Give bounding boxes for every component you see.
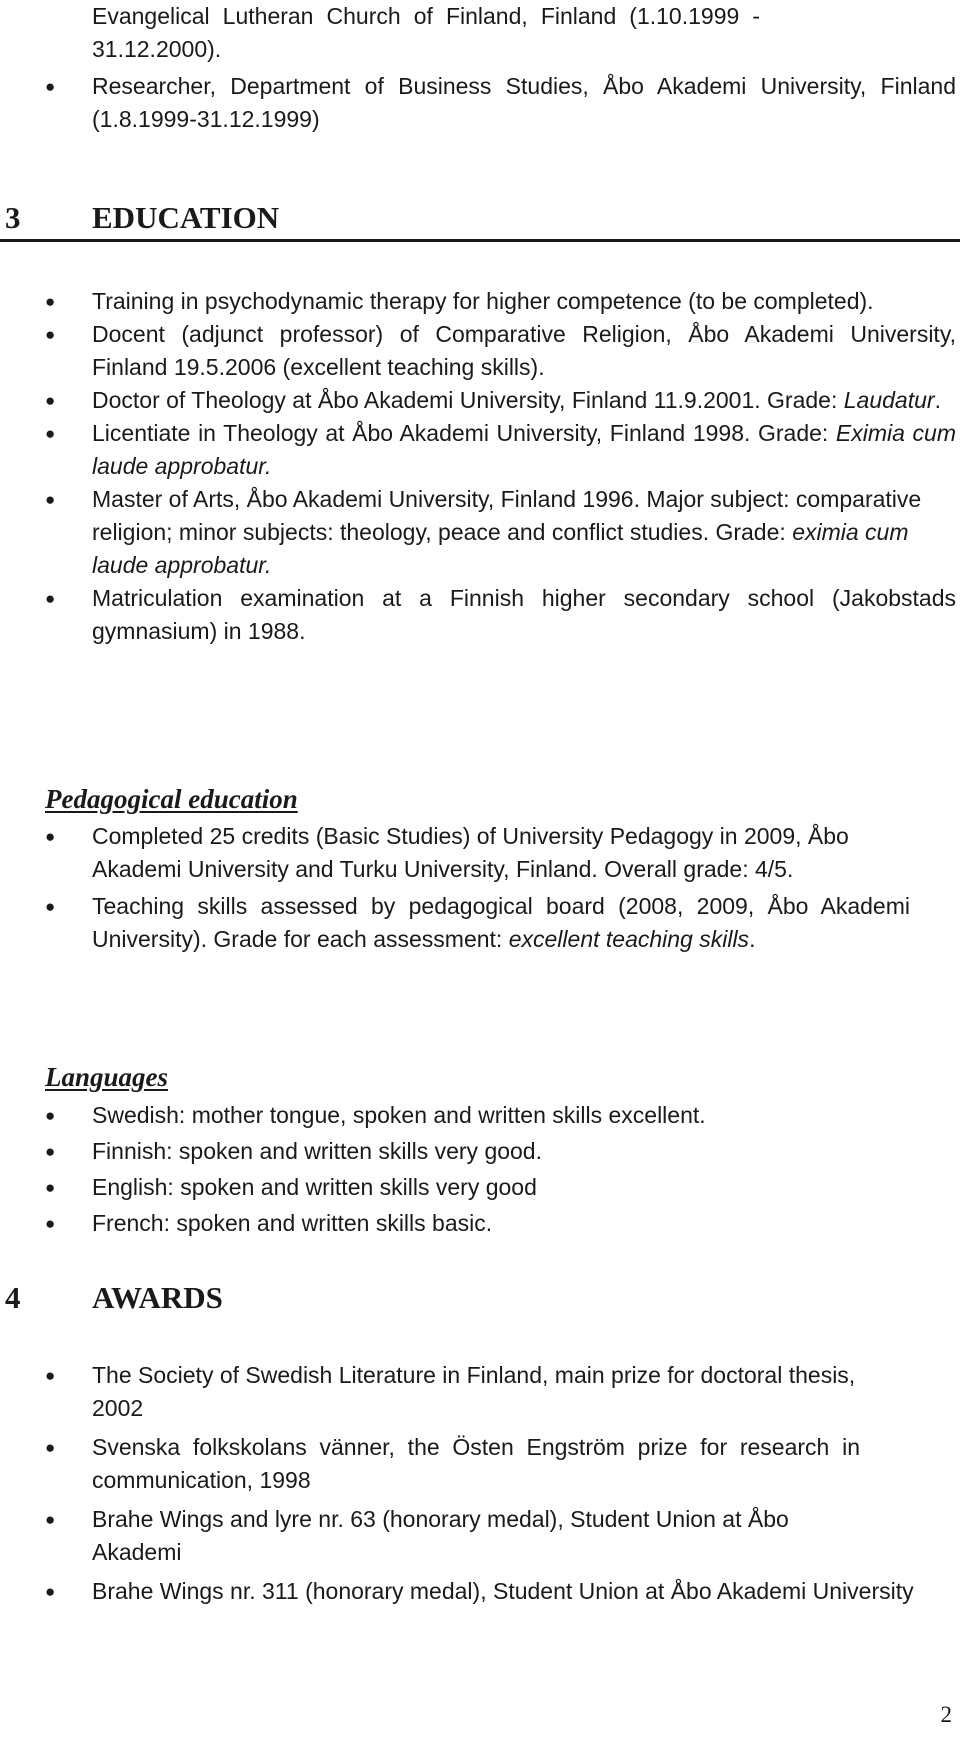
item-italic: eximia cum laude approbatur. — [92, 519, 909, 578]
bullet-icon: ● — [45, 1582, 56, 1601]
bullet-icon: ● — [45, 589, 56, 608]
bullet-icon: ● — [45, 292, 56, 311]
intro-item-text: Researcher, Department of Business Studies, Åbo Akademi University, Finland (1.8.1999-31.12.1999) — [92, 73, 956, 132]
item-italic: excellent teaching skills — [508, 926, 750, 952]
list-item — [0, 820, 960, 886]
item-text: French: spoken and written skills basic. — [92, 1210, 493, 1236]
item-italic: Laudatur — [843, 387, 935, 413]
list-item — [0, 1171, 960, 1204]
list-item — [0, 70, 960, 136]
item-after: . — [749, 926, 756, 952]
bullet-icon: ● — [45, 77, 56, 96]
list-item — [0, 1359, 960, 1425]
item-text: Master of Arts, Åbo Akademi University, Finland 1996. Major subject: comparative religion; minor subjects: theology, peace and conflict studies. Grade: — [92, 486, 922, 545]
subheading-languages: Languages — [45, 1062, 169, 1092]
item-text: English: spoken and written skills very good — [92, 1174, 537, 1200]
item-text: Svenska folkskolans vänner, the Östen Engström prize for research in communication, 1998 — [92, 1434, 860, 1493]
pedagogical-list — [0, 820, 960, 956]
item-italic: Eximia cum laude approbatur. — [92, 420, 956, 479]
bullet-icon: ● — [45, 325, 56, 344]
intro-list — [0, 0, 960, 136]
list-item — [0, 417, 960, 483]
section-number: 3 — [5, 200, 21, 235]
education-list — [0, 285, 960, 648]
item-text: Completed 25 credits (Basic Studies) of University Pedagogy in 2009, Åbo Akademi University and Turku University, Finland. Overall grade: 4/5. — [92, 823, 849, 882]
list-item — [0, 384, 960, 417]
list-item — [0, 1503, 960, 1569]
list-item — [0, 1207, 960, 1240]
list-item — [0, 1099, 960, 1132]
bullet-icon: ● — [45, 424, 56, 443]
bullet-icon: ● — [45, 1438, 56, 1457]
list-item — [0, 1135, 960, 1168]
item-after: . — [934, 387, 941, 413]
languages-list — [0, 1099, 960, 1240]
item-text: The Society of Swedish Literature in Finland, main prize for doctoral thesis, 2002 — [92, 1362, 856, 1421]
awards-list — [0, 1359, 960, 1614]
bullet-icon: ● — [45, 1178, 56, 1197]
bullet-icon: ● — [45, 827, 56, 846]
item-text: Docent (adjunct professor) of Comparative Religion, Åbo Akademi University, Finland 19.5.2006 (excellent teaching skills). — [92, 321, 956, 380]
item-text: Doctor of Theology at Åbo Akademi University, Finland 11.9.2001. Grade: — [92, 387, 844, 413]
section-title: AWARDS — [92, 1280, 223, 1315]
intro-item-text: Evangelical Lutheran Church of Finland, Finland (1.10.1999 - 31.12.2000). — [92, 3, 760, 62]
item-text: Teaching skills assessed by pedagogical board (2008, 2009, Åbo Akademi University). Grade for each assessment: — [92, 893, 910, 952]
item-text: Brahe Wings nr. 311 (honorary medal), Student Union at Åbo Akademi University — [92, 1578, 914, 1604]
bullet-icon: ● — [45, 490, 56, 509]
item-text: Swedish: mother tongue, spoken and written skills excellent. — [92, 1102, 706, 1128]
list-item — [0, 1431, 960, 1497]
item-text: Matriculation examination at a Finnish higher secondary school (Jakobstads gymnasium) in 1988. — [92, 585, 956, 644]
section-title: EDUCATION — [92, 200, 280, 235]
item-text: Training in psychodynamic therapy for higher competence (to be completed). — [92, 288, 874, 314]
bullet-icon: ● — [45, 1366, 56, 1385]
bullet-icon: ● — [45, 1510, 56, 1529]
section-heading-education — [0, 192, 960, 242]
subheading-pedagogical: Pedagogical education — [45, 784, 298, 814]
bullet-icon: ● — [45, 1142, 56, 1161]
list-item — [0, 318, 960, 384]
list-item — [0, 285, 960, 318]
bullet-icon: ● — [45, 1214, 56, 1233]
bullet-icon: ● — [45, 391, 56, 410]
section-heading-awards — [0, 1272, 960, 1322]
list-item — [0, 582, 960, 648]
list-item — [0, 483, 960, 582]
item-text: Finnish: spoken and written skills very good. — [92, 1138, 542, 1164]
item-text: Brahe Wings and lyre nr. 63 (honorary medal), Student Union at Åbo Akademi — [92, 1506, 789, 1565]
page-number: 2 — [940, 1702, 952, 1727]
section-number: 4 — [5, 1280, 21, 1315]
section-rule — [0, 239, 960, 242]
list-item — [0, 0, 960, 66]
bullet-icon: ● — [45, 897, 56, 916]
item-text: Licentiate in Theology at Åbo Akademi University, Finland 1998. Grade: — [92, 420, 836, 446]
list-item — [0, 1575, 960, 1608]
list-item — [0, 890, 960, 956]
bullet-icon: ● — [45, 1106, 56, 1125]
